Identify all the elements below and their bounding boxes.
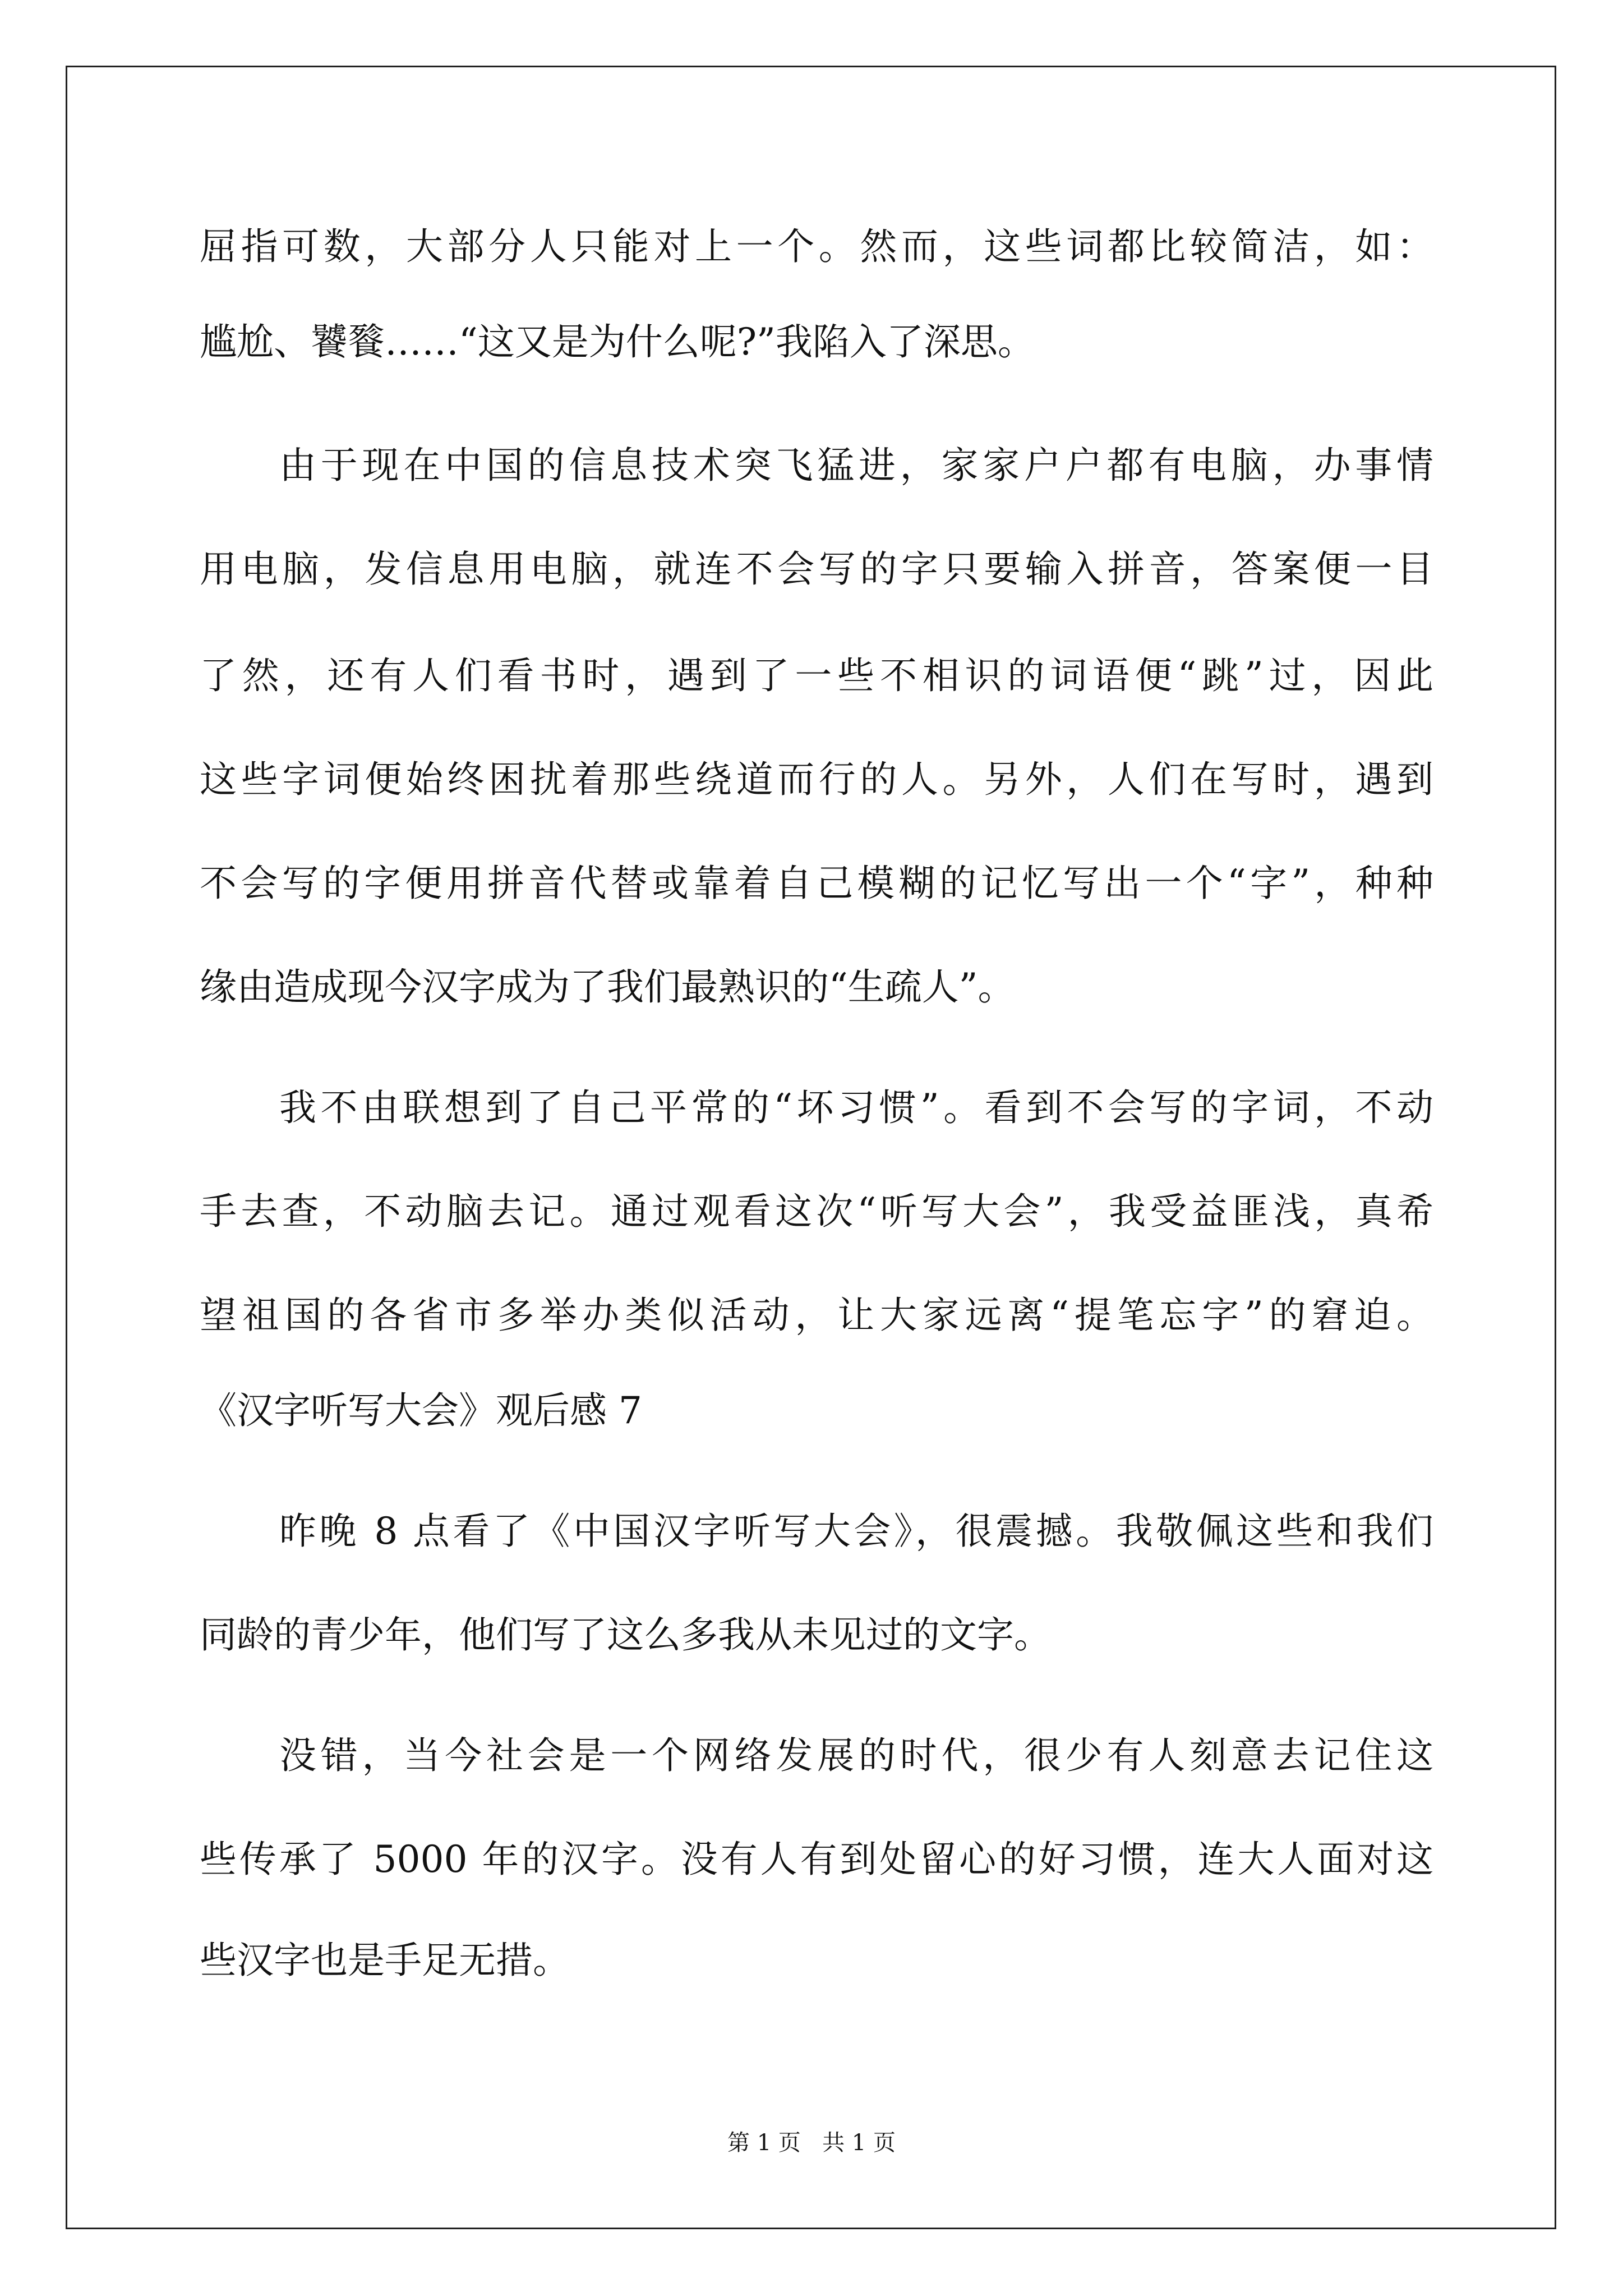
section-heading: 《汉字听写大会》观后感 7 — [200, 1389, 642, 1432]
text-line: 了然，还有人们看书时，遇到了一些不相识的词语便“跳”过，因此 — [200, 654, 1433, 697]
text-line: 用电脑，发信息用电脑，就连不会写的字只要输入拼音，答案便一目 — [200, 547, 1433, 591]
text-line: 不会写的字便用拼音代替或靠着自己模糊的记忆写出一个“字”，种种 — [200, 862, 1433, 905]
text-line: 手去查，不动脑去记。通过观看这次“听写大会”，我受益匪浅，真希 — [200, 1190, 1433, 1233]
text-line: 同龄的青少年，他们写了这么多我从未见过的文字。 — [200, 1613, 1051, 1657]
paragraph-start-line: 昨晚 8 点看了《中国汉字听写大会》，很震撼。我敬佩这些和我们 — [279, 1510, 1433, 1553]
text-line: 望祖国的各省市多举办类似活动，让大家远离“提笔忘字”的窘迫。 — [200, 1294, 1433, 1337]
text-line: 屈指可数，大部分人只能对上一个。然而，这些词都比较简洁，如： — [200, 225, 1433, 268]
page-footer: 第 1 页 共 1 页 — [727, 2130, 896, 2156]
page-border — [66, 66, 1556, 2229]
text-line: 些汉字也是手足无措。 — [200, 1939, 570, 1982]
text-line: 些传承了 5000 年的汉字。没有人有到处留心的好习惯，连大人面对这 — [200, 1838, 1433, 1881]
text-line: 缘由造成现今汉字成为了我们最熟识的“生疏人”。 — [200, 965, 1015, 1009]
text-line: 这些字词便始终困扰着那些绕道而行的人。另外，人们在写时，遇到 — [200, 758, 1433, 801]
paragraph-start-line: 我不由联想到了自己平常的“坏习惯”。看到不会写的字词，不动 — [279, 1086, 1433, 1129]
paragraph-start-line: 由于现在中国的信息技术突飞猛进，家家户户都有电脑，办事情 — [279, 444, 1433, 487]
paragraph-start-line: 没错，当今社会是一个网络发展的时代，很少有人刻意去记住这 — [279, 1734, 1433, 1777]
text-line: 尴尬、饕餮……“这又是为什么呢?”我陷入了深思。 — [200, 320, 1035, 364]
